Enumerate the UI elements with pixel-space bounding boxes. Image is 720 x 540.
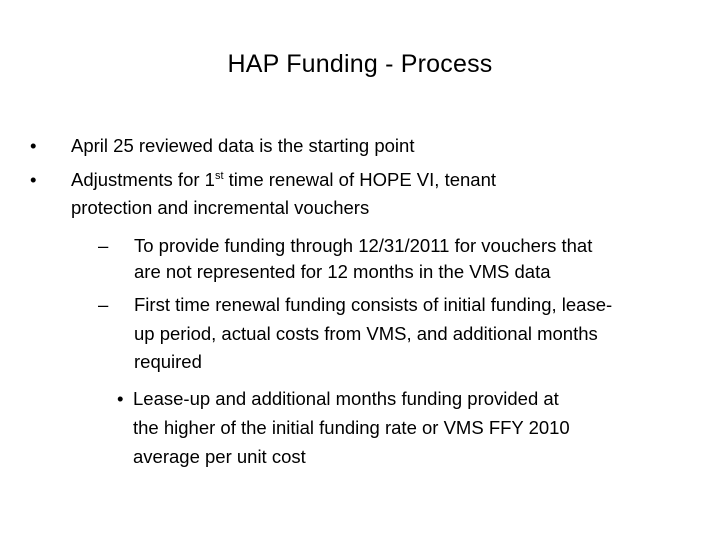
bullet-text: April 25 reviewed data is the starting point xyxy=(71,135,415,156)
bullet-text-part: time renewal of HOPE VI, tenant xyxy=(223,169,497,190)
sub-bullet-text: are not represented for 12 months in the VMS data xyxy=(134,261,551,282)
bullet-text xyxy=(71,167,496,193)
sub-sub-bullet-text: the higher of the initial funding rate or VMS FFY 2010 xyxy=(133,417,570,438)
ordinal-superscript: st xyxy=(214,170,224,182)
bullet-continuation: protection and incremental vouchers xyxy=(71,197,370,218)
sub-sub-bullet-text: Lease-up and additional months funding provided at xyxy=(133,388,559,409)
sub-bullet-text: To provide funding through 12/31/2011 for vouchers that xyxy=(134,235,593,256)
bullet-marker: • xyxy=(30,135,37,156)
sub-sub-bullet-text: average per unit cost xyxy=(133,446,306,467)
sub-bullet-text: required xyxy=(134,351,202,372)
bullet-marker: • xyxy=(30,169,37,190)
sub-bullet-marker: – xyxy=(98,235,109,256)
sub-bullet-marker: – xyxy=(98,294,109,315)
bullet-text-part: Adjustments for 1 xyxy=(71,169,215,190)
sub-bullet-text: up period, actual costs from VMS, and additional months xyxy=(134,323,598,344)
slide-title: HAP Funding - Process xyxy=(227,50,493,78)
sub-bullet-text: First time renewal funding consists of initial funding, lease- xyxy=(134,294,613,315)
sub-sub-bullet-marker: • xyxy=(117,388,124,409)
